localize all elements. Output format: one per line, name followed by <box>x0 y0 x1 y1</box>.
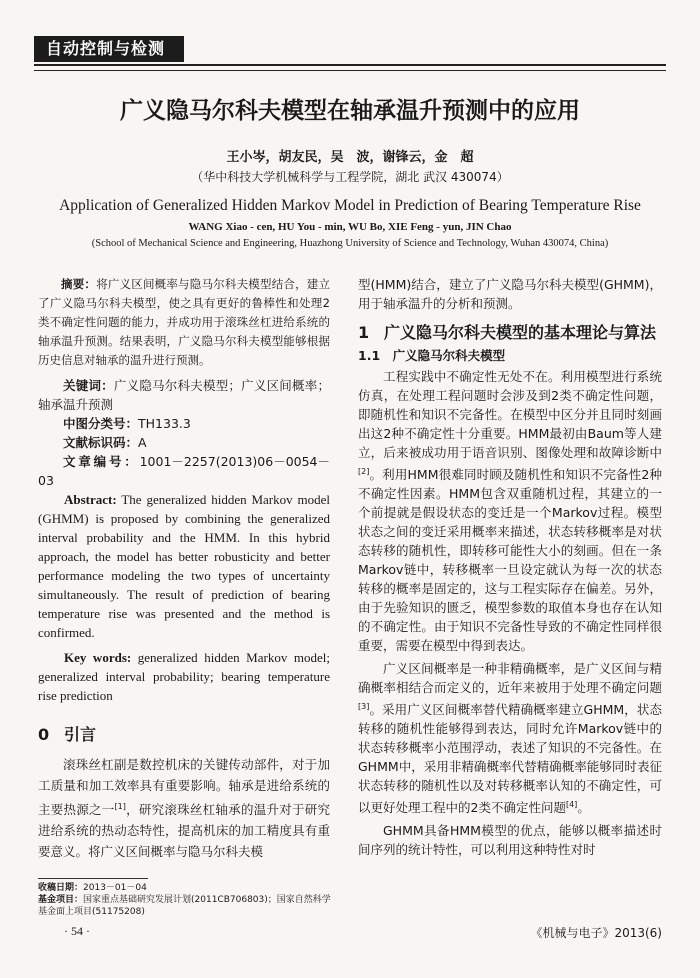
keywords-en <box>38 648 330 705</box>
footnote-fund <box>38 894 338 918</box>
section-0-text-a: 滚珠丝杠副是数控机床的关键传动部件，对于加工质量和加工效率具有重要影响。轴承是进给系统的主要热源之一 <box>38 757 330 818</box>
keywords-cn-text: 广义隐马尔科夫模型；广义区间概率；轴承温升预测 <box>38 378 330 412</box>
subsection-1-1-heading: 1.1 广义隐马尔科夫模型 <box>358 348 506 363</box>
abstract-cn <box>38 275 330 370</box>
clc-text: TH133.3 <box>138 416 191 431</box>
paper-title: 广义隐马尔科夫模型在轴承温升预测中的应用 <box>120 98 580 124</box>
abstract-en-label: Abstract: <box>64 492 117 507</box>
page-number: · 54 · <box>64 924 90 938</box>
footnote-received <box>38 882 338 894</box>
doc-code <box>38 433 330 452</box>
p2-text-a: 广义区间概率是一种非精确概率，是广义区间与精确概率相结合而定义的，近年来被用于处理不确定问题 <box>358 661 662 696</box>
section-1-paragraph-1 <box>358 367 662 655</box>
section-1-title: 广义隐马尔科夫模型的基本理论与算法 <box>384 323 657 342</box>
article-number-label: 文章编号： <box>63 454 140 469</box>
english-authors: WANG Xiao - cen, HU You - min, WU Bo, XIE Feng - yun, JIN Chao <box>188 221 512 233</box>
article-number-text: 1001－2257(2013)06－0054－03 <box>38 454 330 488</box>
keywords-cn <box>38 376 330 414</box>
english-affiliation: (School of Mechanical Science and Engineering, Huazhong University of Science and Technology, Wuhan 430074, China) <box>91 238 609 249</box>
english-title: Application of Generalized Hidden Markov Model in Prediction of Bearing Temperature Rise <box>59 197 641 214</box>
p1-text-b: 。利用HMM很难同时顾及随机性和知识不完备性2种不确定性因素。HMM包含双重随机过程，其建立的一个前提就是假设状态的变迁是一个Markov过程。模型状态之间的变迁采用概率来描述，状态转移概率是对状态转移的随机性，即转移可能性大小的刻画。但在一条Markov链中，转移概率一旦设定就认为每一次的状态转移的概率是固定的，这与工程实际存在偏差。另外，由于先验知识的匮乏，模型参数的取值本身也存在认知的不确定性。由于知识不完备性导致的不确定性同样很重要，需要在模型中得到表达。 <box>358 467 662 654</box>
fund-label: 基金项目： <box>38 895 84 905</box>
header-rule <box>34 64 666 71</box>
section-0-number: 0 <box>38 725 50 744</box>
keywords-en-text: generalized hidden Markov model; generalized interval probability; bearing temperature rise prediction <box>38 650 330 703</box>
footnote-rule <box>38 878 148 879</box>
section-1-paragraph-3: GHMM具备HMM模型的优点，能够以概率描述时间序列的统计特性，可以利用这种特性对时 <box>358 823 662 858</box>
abstract-en-text: The generalized hidden Markov model (GHMM) is proposed by combining the generalized interval probability and the HMM. In this hybrid approach, the model has better robusticity and better performance modeling the two types of uncertainty simultaneously. The result of prediction of bearing temperature rise was presented and the method is confirmed. <box>38 492 330 640</box>
section-0-paragraph <box>38 754 330 862</box>
p2-text-b: 。采用广义区间概率替代精确概率建立GHMM，状态转移的随机性能够得到表达，同时允许Markov链中的状态转移概率小范围浮动，表述了知识的不完备性。在GHMM中，采用非精确概率代替精确概率能够同时表征状态转移的随机性以及对转移概率认知的不确定性，可以更好处理工程中的2类不确定性问题 <box>358 702 662 816</box>
abstract-cn-label: 摘要： <box>61 277 97 291</box>
doc-code-label: 文献标识码： <box>63 435 139 450</box>
abstract-en <box>38 490 330 642</box>
clc <box>38 414 330 433</box>
keywords-en-label: Key words: <box>64 650 132 665</box>
right-column <box>358 275 662 859</box>
p2-text-c: 。 <box>577 800 590 816</box>
ref-2: [2] <box>358 467 370 476</box>
section-0-heading <box>38 725 330 744</box>
ref-1: [1] <box>114 802 126 811</box>
section-1-paragraph-2 <box>358 659 662 817</box>
journal-citation: 《机械与电子》2013(6) <box>530 926 662 940</box>
section-tag: 自动控制与检测 <box>34 36 184 62</box>
clc-label: 中图分类号： <box>63 416 139 431</box>
article-number <box>38 452 330 490</box>
abstract-cn-text: 将广义区间概率与隐马尔科夫模型结合，建立了广义隐马尔科夫模型，使之具有更好的鲁棒性和处理2类不确定性问题的能力，并成功用于滚珠丝杠进给系统的轴承温升预测。结果表明，广义隐马尔科夫模型能够根据历史信息对轴承的温升进行预测。 <box>38 277 331 367</box>
ref-3: [3] <box>358 702 370 712</box>
intro-continuation: 型(HMM)结合，建立了广义隐马尔科夫模型(GHMM)，用于轴承温升的分析和预测。 <box>358 277 662 311</box>
ref-4: [4] <box>565 800 578 810</box>
doc-code-text: A <box>138 435 147 450</box>
fund-text: 国家重点基础研究发展计划(2011CB706803)；国家自然科学基金面上项目(51175208) <box>38 895 331 917</box>
affiliation: （华中科技大学机械科学与工程学院，湖北 武汉 430074） <box>191 170 509 184</box>
received-label: 收稿日期： <box>38 883 84 893</box>
section-1-number: 1 <box>358 323 370 342</box>
section-1-heading <box>358 323 662 342</box>
authors: 王小岑，胡友民，吴 波，谢锋云，金 超 <box>226 150 474 165</box>
section-0-text-b: ，研究滚珠丝杠轴承的温升对于研究进给系统的热动态特性，提高机床的加工精度具有重要意义。将广义区间概率与隐马尔科夫模 <box>38 802 330 860</box>
left-column <box>38 275 330 862</box>
section-0-title: 引言 <box>64 725 97 744</box>
keywords-cn-label: 关键词： <box>63 378 114 393</box>
footnote <box>38 882 338 918</box>
received-date: 2013－01－04 <box>83 883 147 893</box>
p1-text-a: 工程实践中不确定性无处不在。利用模型进行系统仿真，在处理工程问题时会涉及到2类不确定性问题，即随机性和知识不完备性。在模型中区分并且同时刻画出这2种不确定性十分重要。HMM最初由Baum等人建立，后来被成功用于语音识别、图像处理和故障诊断中 <box>358 369 662 460</box>
